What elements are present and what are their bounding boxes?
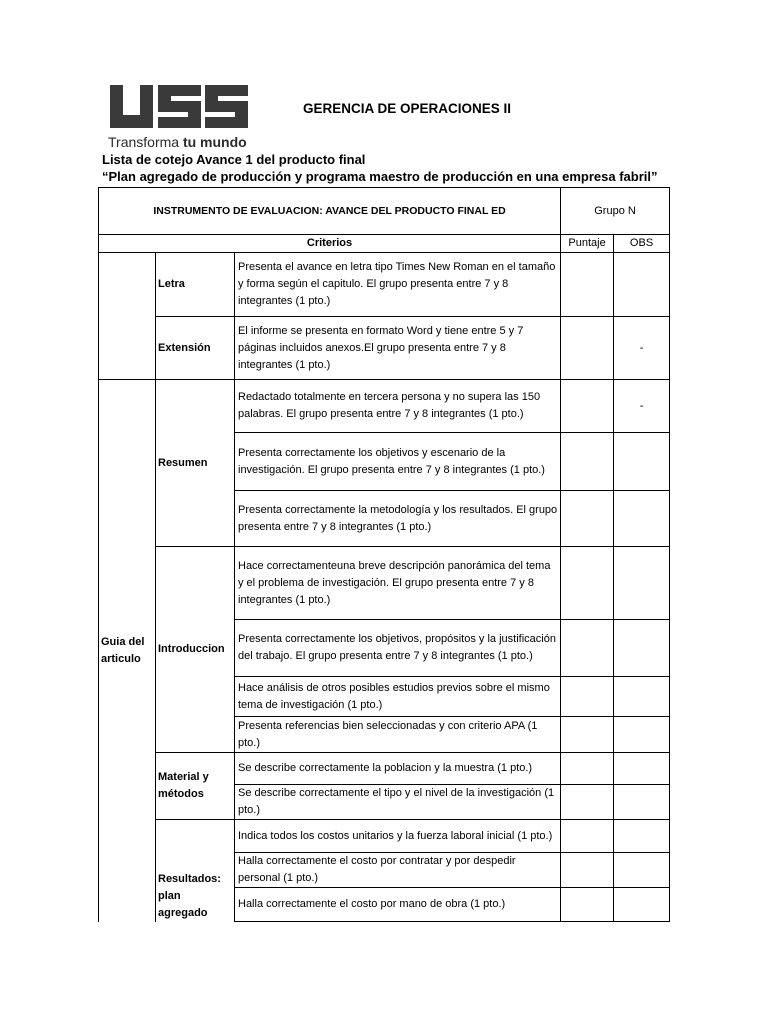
- criterion-cell: Presenta el avance en letra tipo Times New Roman en el tamaño y forma según el capitulo. El grupo presenta entre 7 y 8 integrantes (1 pto.): [235, 253, 561, 317]
- criterion-cell: Redactado totalmente en tercera persona y no supera las 150 palabras. El grupo presenta entre 7 y 8 integrantes (1 pto.): [235, 380, 561, 433]
- criterion-cell: Se describe correctamente la poblacion y la muestra (1 pto.): [235, 753, 561, 785]
- obs-cell[interactable]: [614, 547, 670, 620]
- instrument-title: INSTRUMENTO DE EVALUACION: AVANCE DEL PRODUCTO FINAL ED: [99, 188, 561, 235]
- obs-cell[interactable]: [614, 753, 670, 785]
- obs-cell[interactable]: [614, 433, 670, 491]
- puntaje-cell[interactable]: [561, 785, 614, 820]
- obs-cell[interactable]: [614, 491, 670, 547]
- subsection-material-y-metodos: Material y métodos: [156, 753, 235, 820]
- obs-cell[interactable]: [614, 853, 670, 888]
- puntaje-cell[interactable]: [561, 753, 614, 785]
- puntaje-header: Puntaje: [561, 235, 614, 253]
- criterion-cell: Presenta correctamente los objetivos, propósitos y la justificación del trabajo. El grupo presenta entre 7 y 8 integrantes (1 pto.): [235, 620, 561, 677]
- obs-cell[interactable]: [614, 820, 670, 853]
- puntaje-cell[interactable]: [561, 547, 614, 620]
- criterion-cell: Presenta correctamente la metodología y los resultados. El grupo presenta entre 7 y 8 integrantes (1 pto.): [235, 491, 561, 547]
- subsection-extension: Extensión: [156, 317, 235, 380]
- puntaje-cell[interactable]: [561, 433, 614, 491]
- department-title: GERENCIA DE OPERACIONES II: [303, 101, 512, 116]
- criterios-header: Criterios: [99, 235, 561, 253]
- puntaje-cell[interactable]: [561, 380, 614, 433]
- logo-tagline: Transforma tu mundo: [108, 134, 247, 150]
- obs-cell[interactable]: [614, 888, 670, 922]
- section-blank-cell: [99, 253, 156, 380]
- criterion-cell: El informe se presenta en formato Word y tiene entre 5 y 7 páginas incluidos anexos.El grupo presenta entre 7 y 8 integrantes (1 pto.): [235, 317, 561, 380]
- obs-cell[interactable]: [614, 785, 670, 820]
- subtitle-line-2: “Plan agregado de producción y programa maestro de producción en una empresa fabril”: [102, 169, 658, 184]
- obs-cell[interactable]: [614, 253, 670, 317]
- obs-cell[interactable]: [614, 620, 670, 677]
- puntaje-cell[interactable]: [561, 620, 614, 677]
- puntaje-cell[interactable]: [561, 853, 614, 888]
- section-guia-del-articulo: Guia del articulo: [99, 380, 156, 922]
- obs-cell[interactable]: [614, 677, 670, 717]
- puntaje-cell[interactable]: [561, 677, 614, 717]
- criterion-cell: Halla correctamente el costo por contratar y por despedir personal (1 pto.): [235, 853, 561, 888]
- criterion-cell: Se describe correctamente el tipo y el nivel de la investigación (1 pto.): [235, 785, 561, 820]
- criterion-cell: Presenta correctamente los objetivos y escenario de la investigación. El grupo presenta entre 7 y 8 integrantes (1 pto.): [235, 433, 561, 491]
- obs-cell[interactable]: -: [614, 380, 670, 433]
- puntaje-cell[interactable]: [561, 317, 614, 380]
- obs-cell[interactable]: [614, 717, 670, 753]
- subsection-resumen: Resumen: [156, 380, 235, 547]
- puntaje-cell[interactable]: [561, 820, 614, 853]
- document-subtitle: [102, 151, 658, 185]
- subsection-introduccion: Introduccion: [156, 547, 235, 753]
- puntaje-cell[interactable]: [561, 491, 614, 547]
- criterion-cell: Hace análisis de otros posibles estudios previos sobre el mismo tema de investigación (1 pto.): [235, 677, 561, 717]
- subsection-resultados: Resultados: plan agregado: [156, 820, 235, 922]
- puntaje-cell[interactable]: [561, 253, 614, 317]
- group-label: Grupo N: [561, 188, 670, 235]
- subsection-letra: Letra: [156, 253, 235, 317]
- puntaje-cell[interactable]: [561, 717, 614, 753]
- obs-cell[interactable]: -: [614, 317, 670, 380]
- evaluation-table: [98, 187, 670, 922]
- puntaje-cell[interactable]: [561, 888, 614, 922]
- criterion-cell: Indica todos los costos unitarios y la fuerza laboral inicial (1 pto.): [235, 820, 561, 853]
- criterion-cell: Halla correctamente el costo por mano de obra (1 pto.): [235, 888, 561, 922]
- criterion-cell: Presenta referencias bien seleccionadas y con criterio APA (1 pto.): [235, 717, 561, 753]
- obs-header: OBS: [614, 235, 670, 253]
- subtitle-line-1: Lista de cotejo Avance 1 del producto final: [102, 152, 366, 167]
- criterion-cell: Hace correctamenteuna breve descripción panorámica del tema y el problema de investigación. El grupo presenta entre 7 y 8 integrantes (1 pto.): [235, 547, 561, 620]
